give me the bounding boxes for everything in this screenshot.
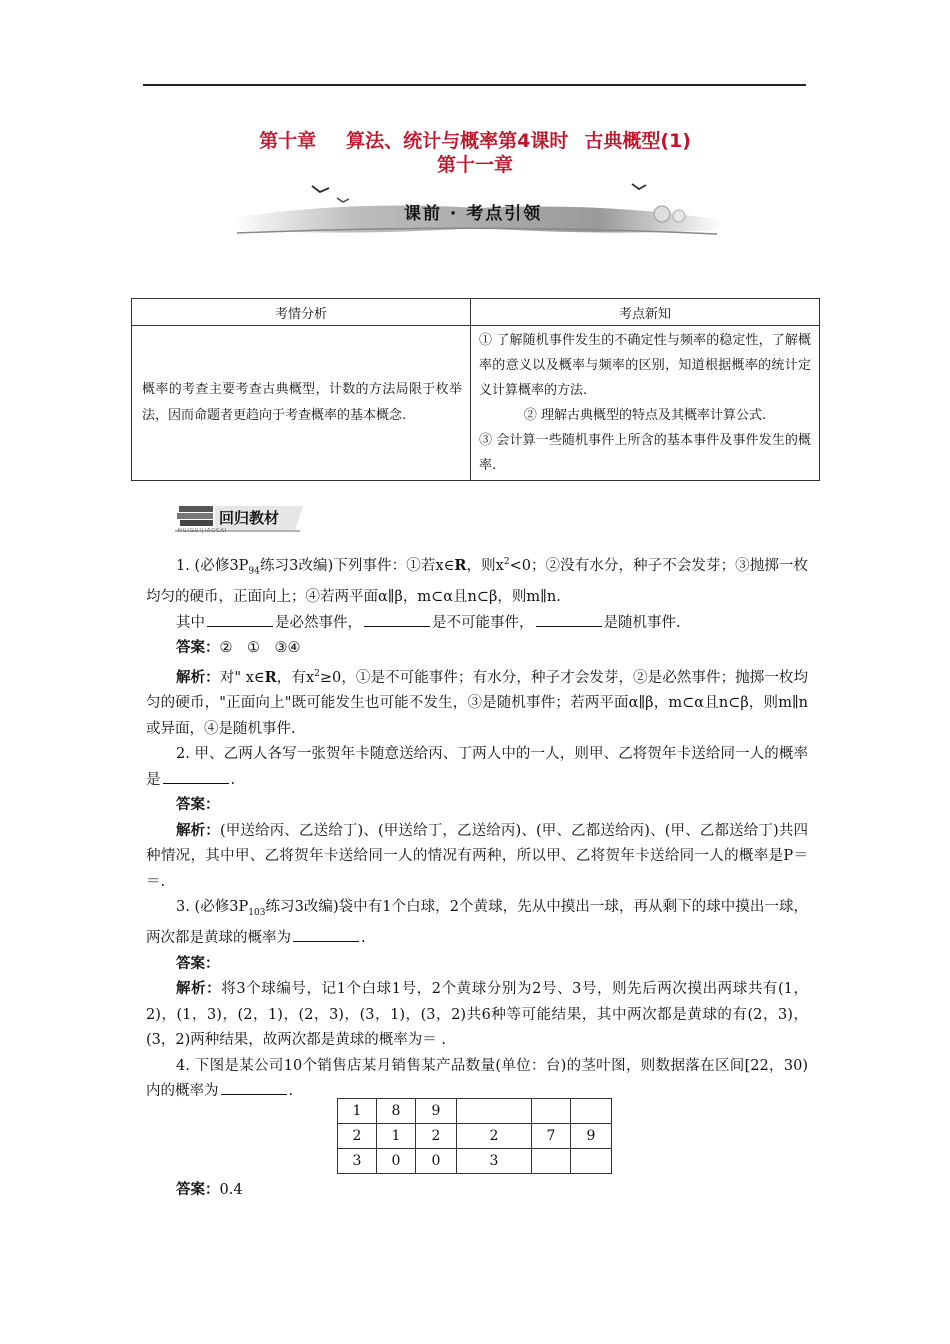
title-part1: 第十章 [259,130,317,152]
new-knowledge-cell [471,326,820,481]
chapter-subtitle: 第十一章 [436,154,513,176]
col2-header: 考点新知 [471,299,820,326]
blank-4[interactable] [163,768,229,784]
knowledge-item-3: ③ 会计算一些随机事件上所含的基本事件及事件发生的概率. [479,433,811,473]
knowledge-item-2: ② 理解古典概型的特点及其概率计算公式. [523,408,767,423]
analysis-table [131,298,820,481]
col1-header: 考情分析 [132,299,471,326]
q1-text: 1. (必修$3P_{94}$练习3改编)下列事件：①若x∈R，则$x^2<0$；②没有水分，种子不会发芽；③抛掷一枚均匀的硬币，正面向上；④若两平面α∥β，m⊂α且n⊂β，则m∥n. [146,556,808,606]
header-rule [143,84,806,86]
q1-analysis: 解析：对" x∈R，有$x^2\ge 0$，①是不可能事件；有水分，种子才会发芽，②是必然事件；抛掷一枚均匀的硬币，"正面向上"既可能发生也可能不发生，③是随机事件；若两平面α∥β，m⊂α且n⊂β，则m∥n或异面，④是随机事件. [146,668,808,737]
blank-3[interactable] [536,611,602,627]
stem-row: 3 0 0 3 [338,1149,612,1174]
blank-6[interactable] [221,1079,287,1095]
q4-answer: 答案：0.4 [176,1182,243,1198]
section-subtitle: HUIGUIJIAOCAI [178,528,228,534]
blank-5[interactable] [293,926,359,942]
blank-1[interactable] [207,611,273,627]
q1-fill: 其中 是必然事件， 是不可能事件， 是随机事件. [146,611,808,637]
stem-row: 1 8 9 [338,1099,612,1124]
q2-text: 2. 甲、乙两人各写一张贺年卡随意送给丙、丁两人中的一人，则甲、乙将贺年卡送给同一人的概率是 . [146,746,808,788]
stem-row: 2 1 2 2 7 9 [338,1124,612,1149]
knowledge-item-1: ① 了解随机事件发生的不确定性与频率的稳定性，了解概率的意义以及概率与频率的区别，知道根据概率的统计定义计算概率的方法. [479,333,811,398]
q2-analysis: 解析：(甲送给丙、乙送给丁)、(甲送给丁，乙送给丙)、(甲、乙都送给丙)、(甲、乙都送给丁)共四种情况，其中甲、乙将贺年卡送给同一人的情况有两种，所以甲、乙将贺年卡送给同一人的概率是P＝＝. [146,822,808,890]
questions [146,550,808,1105]
chapter-title [140,126,810,153]
section-title: 回归教材 [219,509,280,527]
q4-text: 4. 下图是某公司10个销售店某月销售某产品数量(单位：台)的茎叶图，则数据落在区间[22，30)内的概率为 . [146,1057,808,1100]
q1-answer: 答案：② ① ③④ [176,640,301,657]
exam-analysis-text: 概率的考查主要考查古典概型，计数的方法局限于枚举法，因而命题者更趋向于考查概率的基本概念. [132,326,471,481]
title-part2: 算法、统计与概率第4课时 [346,130,569,152]
title-part3: 古典概型(1) [584,130,691,152]
q3-text: 3. (必修$3P_{103}$练习3改编)袋中有1个白球，2个黄球，先从中摸出一球，再从剩下的球中摸出一球，两次都是黄球的概率为 . [146,899,808,947]
q3-answer: 答案： [176,955,220,972]
blank-2[interactable] [364,611,430,627]
banner-label: 课前 · 考点引领 [404,204,543,224]
q3-analysis: 解析：将3个球编号，记1个白球1号，2个黄球分别为2号、3号，则先后两次摸出两球共有(1，2)，(1，3)，(2，1)，(2，3)，(3，1)，(3，2)共6种等可能结果，其中两次都是黄球的有(2，3)，(3，2)两种结果，故两次都是黄球的概率为＝ . [146,981,808,1049]
stem-leaf-table [337,1098,612,1174]
q2-answer: 答案： [176,797,220,814]
